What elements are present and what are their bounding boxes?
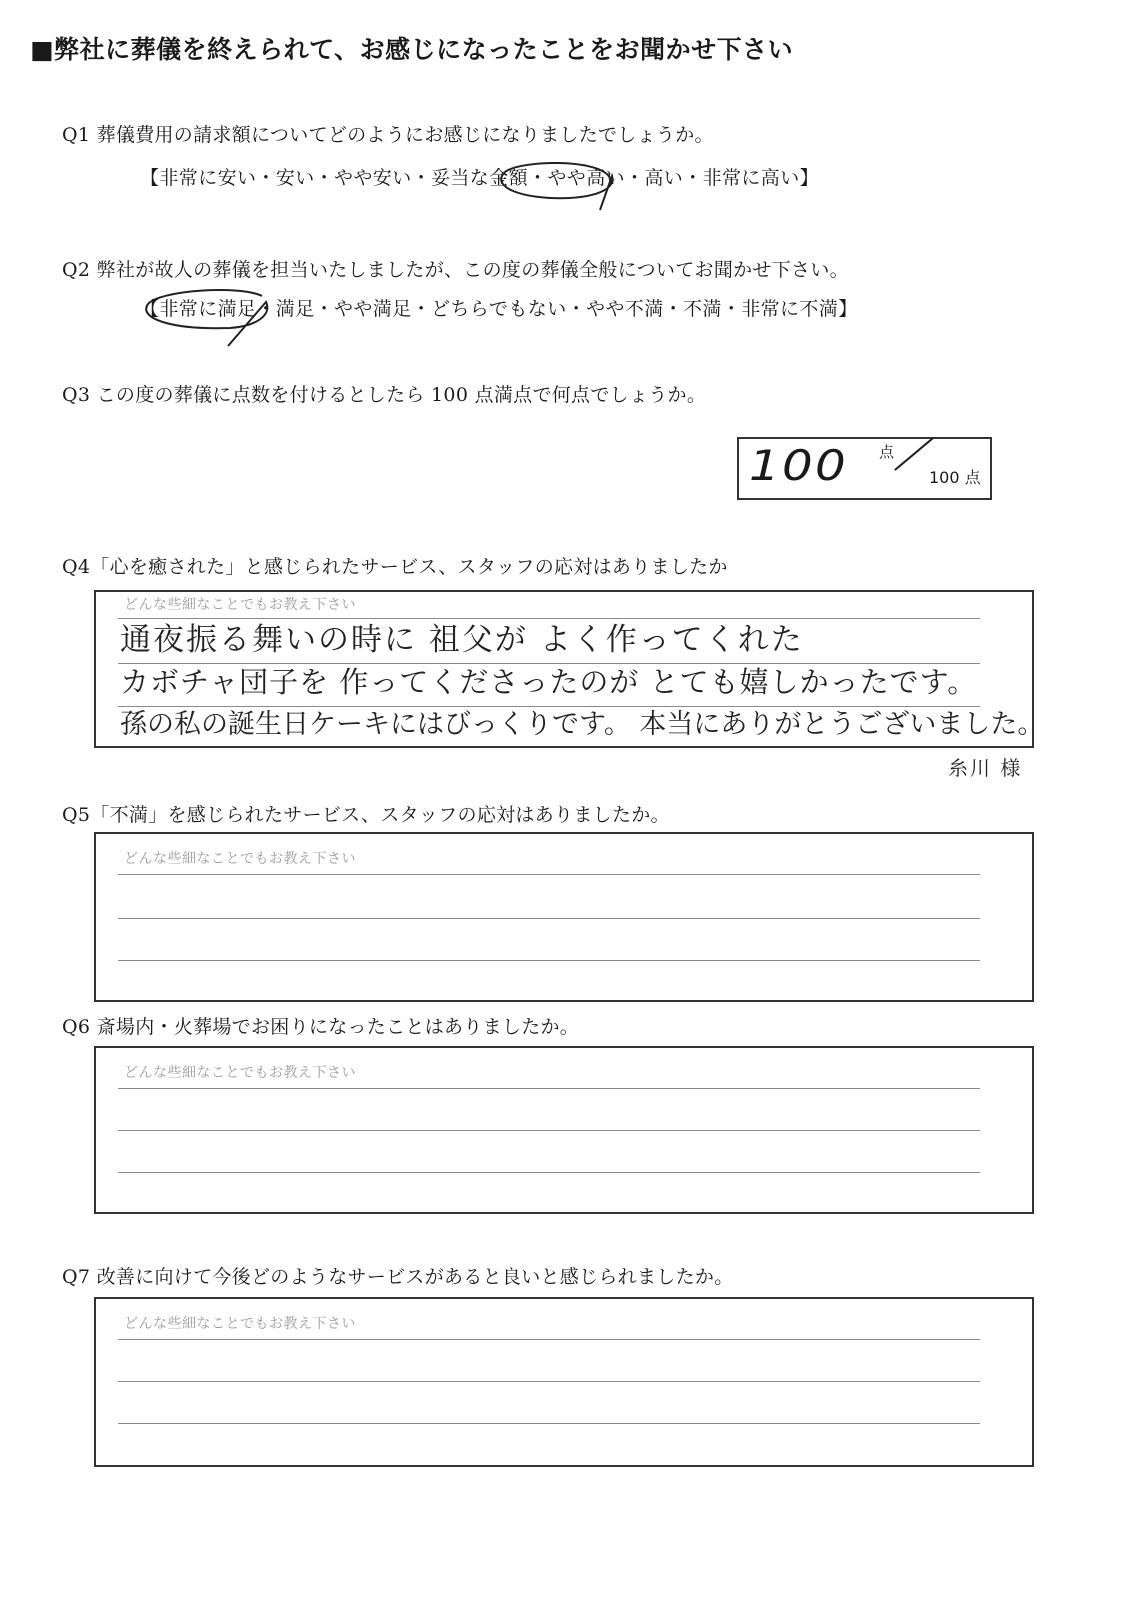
ruled-line bbox=[118, 1423, 980, 1424]
q3-question: Q3 この度の葬儀に点数を付けるとしたら 100 点満点で何点でしょうか。 bbox=[62, 384, 707, 406]
ruled-line bbox=[118, 874, 980, 875]
q4-question: Q4「心を癒された」と感じられたサービス、スタッフの応対はありましたか bbox=[62, 556, 728, 578]
q4-answer-line-2: カボチャ団子を 作ってくださったのが とても嬉しかったです。 bbox=[120, 665, 978, 699]
score-max: 100 点 bbox=[929, 468, 981, 487]
score-slash bbox=[894, 437, 934, 471]
q7-hint: どんな些細なことでもお教え下さい bbox=[124, 1316, 356, 1332]
q2-question: Q2 弊社が故人の葬儀を担当いたしましたが、この度の葬儀全般についてお聞かせ下さい。 bbox=[62, 259, 849, 281]
ruled-line bbox=[118, 1381, 980, 1382]
q4-hint: どんな些細なことでもお教え下さい bbox=[124, 597, 356, 613]
q1-selection-circle bbox=[501, 163, 612, 210]
ruled-line bbox=[118, 960, 980, 961]
score-unit: 点 bbox=[879, 443, 895, 461]
ruled-line bbox=[118, 1130, 980, 1131]
q5-hint: どんな些細なことでもお教え下さい bbox=[124, 851, 356, 867]
survey-title: ■弊社に葬儀を終えられて、お感じになったことをお聞かせ下さい bbox=[30, 35, 794, 64]
q6-question: Q6 斎場内・火葬場でお困りになったことはありましたか。 bbox=[62, 1016, 580, 1038]
ruled-line bbox=[118, 1339, 980, 1340]
q4-signature: 糸川 様 bbox=[948, 756, 1023, 780]
q6-hint: どんな些細なことでもお教え下さい bbox=[124, 1065, 356, 1081]
q4-answer-box[interactable] bbox=[94, 590, 1045, 748]
score-box[interactable] bbox=[737, 437, 992, 500]
ruled-line bbox=[118, 1172, 980, 1173]
q5-answer-box[interactable] bbox=[94, 832, 1034, 1002]
q5-question: Q5「不満」を感じられたサービス、スタッフの応対はありましたか。 bbox=[62, 804, 670, 826]
q6-answer-box[interactable] bbox=[94, 1046, 1034, 1214]
q2-options: 【非常に満足・満足・やや満足・どちらでもない・やや不満・不満・非常に不満】 bbox=[140, 298, 858, 320]
ruled-line bbox=[118, 918, 980, 919]
q4-answer-line-3: 孫の私の誕生日ケーキにはびっくりです。 本当にありがとうございました。 bbox=[120, 709, 1045, 740]
q2-selection-circle bbox=[146, 290, 267, 346]
score-value: 100 bbox=[749, 441, 849, 490]
q1-options: 【非常に安い・安い・やや安い・妥当な金額・やや高い・高い・非常に高い】 bbox=[140, 167, 820, 189]
q7-answer-box[interactable] bbox=[94, 1297, 1034, 1467]
q7-question: Q7 改善に向けて今後どのようなサービスがあると良いと感じられましたか。 bbox=[62, 1266, 734, 1288]
ruled-line bbox=[118, 1088, 980, 1089]
q1-question: Q1 葬儀費用の請求額についてどのようにお感じになりましたでしょうか。 bbox=[62, 124, 714, 146]
q4-answer-line-1: 通夜振る舞いの時に 祖父が よく作ってくれた bbox=[120, 622, 804, 658]
